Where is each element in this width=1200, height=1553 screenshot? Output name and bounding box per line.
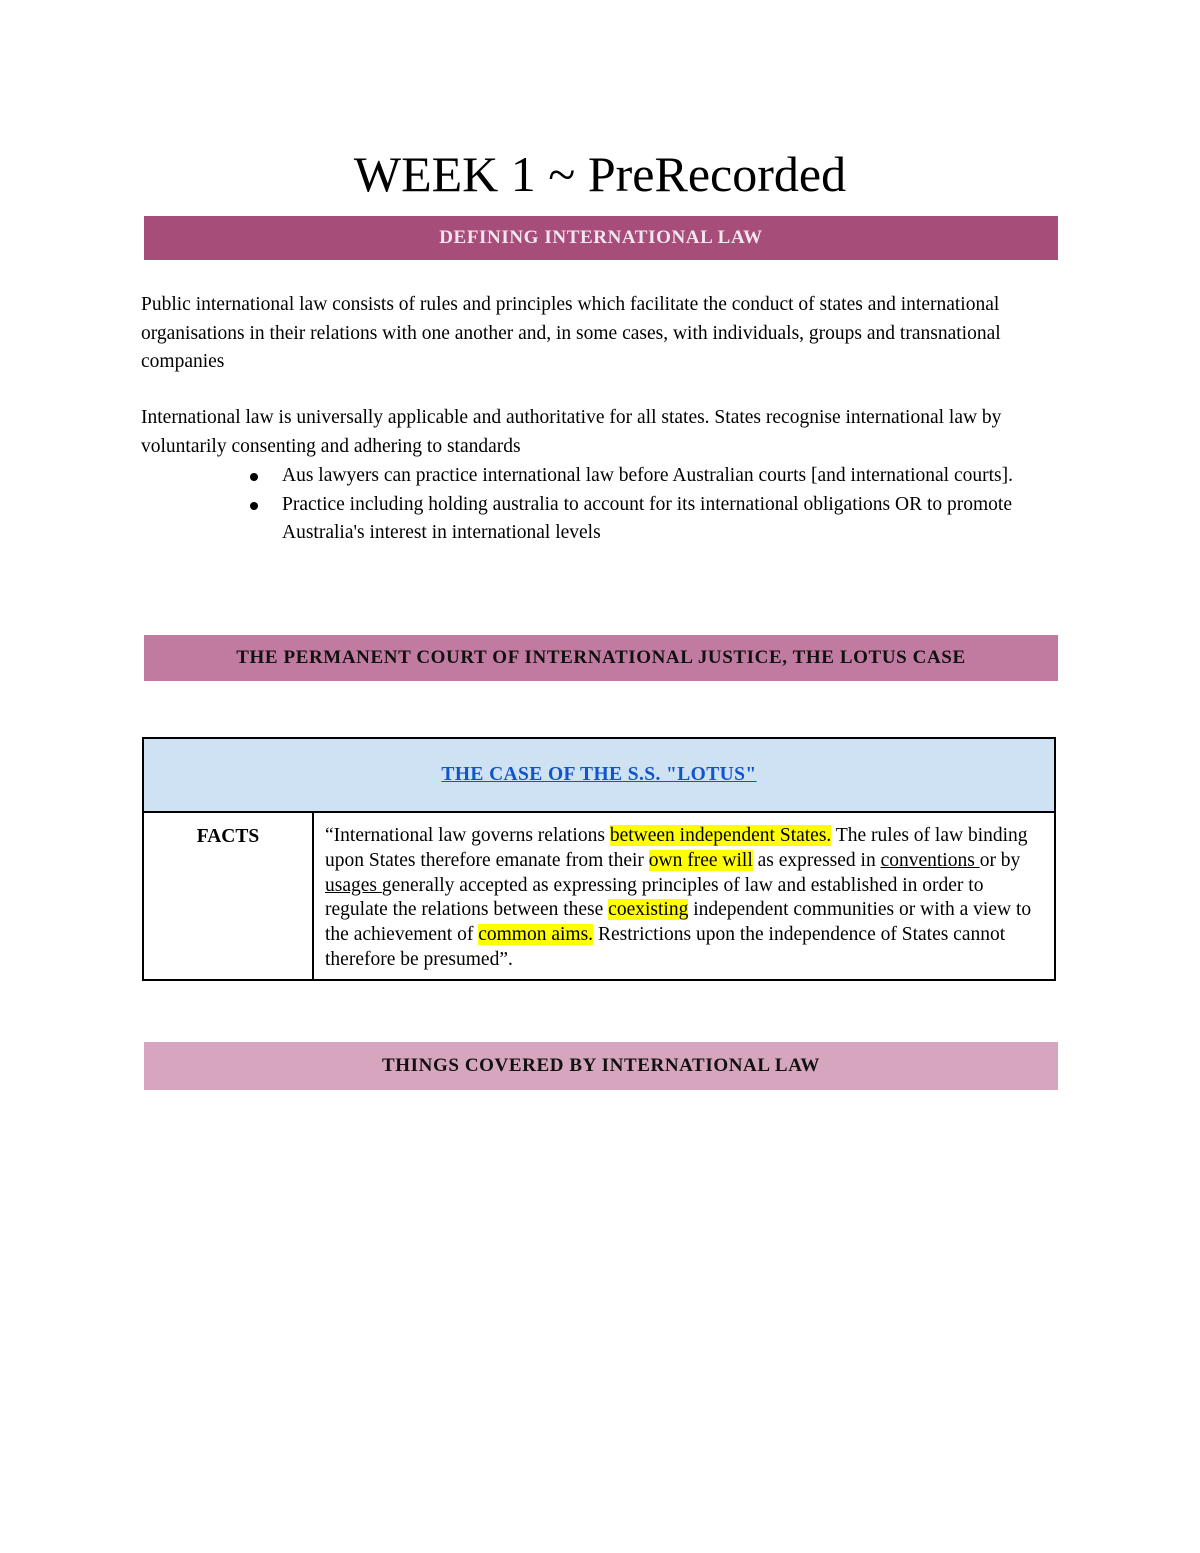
highlight-independent-states: between independent States. bbox=[609, 825, 832, 846]
bullet-icon bbox=[250, 502, 258, 510]
case-table-header bbox=[144, 739, 1054, 813]
list-item bbox=[240, 491, 1040, 548]
case-table bbox=[142, 737, 1056, 981]
quote-text: generally accepted as expressing principles of law and established in order to regulate the relations between these bbox=[325, 874, 984, 921]
underline-conventions: conventions bbox=[880, 849, 980, 871]
underline-usages: usages bbox=[325, 874, 382, 896]
section-heading-things-covered: THINGS COVERED BY INTERNATIONAL LAW bbox=[144, 1042, 1058, 1090]
quote-text: as expressed in bbox=[752, 849, 881, 871]
highlight-coexisting: coexisting bbox=[608, 899, 689, 921]
quote-text: or by bbox=[979, 849, 1021, 871]
highlight-common-aims: common aims. bbox=[478, 924, 594, 946]
quote-text: The rules of law binding upon States therefore emanate from their bbox=[325, 825, 1028, 871]
bullet-icon bbox=[250, 473, 258, 481]
case-title-link[interactable]: THE CASE OF THE S.S. "LOTUS" bbox=[441, 764, 757, 785]
facts-label: FACTS bbox=[144, 813, 314, 979]
quote-text: “International law governs relations bbox=[325, 825, 610, 846]
section-heading-pcij: THE PERMANENT COURT OF INTERNATIONAL JUSTICE, THE LOTUS CASE bbox=[144, 635, 1058, 681]
page-title: WEEK 1 ~ PreRecorded bbox=[353, 146, 847, 202]
quote-text: independent communities or with a view to the achievement of bbox=[325, 899, 1032, 946]
quote-text: Restrictions upon the independence of States cannot therefore be presumed”. bbox=[325, 924, 1006, 970]
bullet-text: Practice including holding australia to account for its international obligations OR to promote Australia's interest in international levels bbox=[282, 493, 1013, 543]
paragraph-definition: Public international law consists of rules and principles which facilitate the conduct of states and international organisations in their relations with one another and, in some cases, with individuals, groups and transnational companies bbox=[141, 294, 1001, 372]
facts-quote bbox=[325, 824, 1046, 973]
highlight-own-free-will: own free will bbox=[648, 849, 753, 871]
paragraph-applicability: International law is universally applicable and authoritative for all states. States recognise international law by voluntarily consenting and adhering to standards bbox=[141, 407, 1002, 457]
list-item bbox=[240, 462, 1040, 491]
section-heading-defining: DEFINING INTERNATIONAL LAW bbox=[144, 216, 1058, 260]
bullet-text: Aus lawyers can practice international law before Australian courts [and international courts]. bbox=[282, 465, 1013, 486]
bullet-list bbox=[240, 462, 1040, 548]
